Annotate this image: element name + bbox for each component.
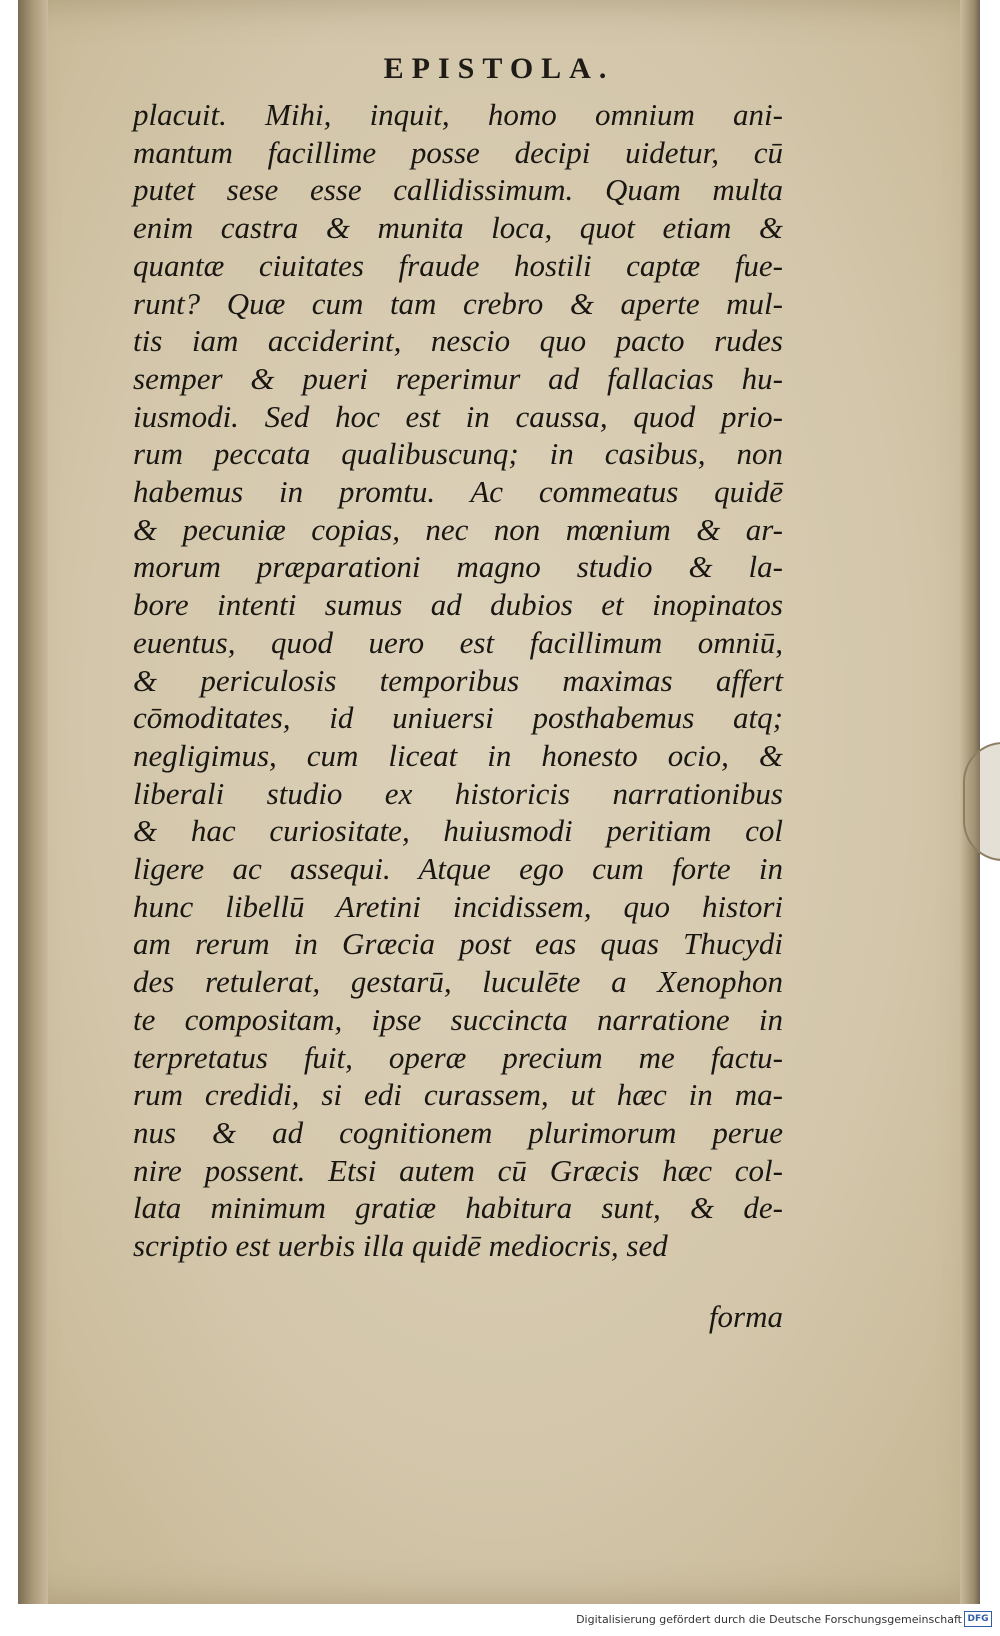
text-line: placuit. Mihi, inquit, homo omnium ani- — [133, 97, 783, 132]
text-line: nus & ad cognitionem plurimorum perue — [133, 1114, 783, 1150]
text-line: euentus, quod uero est facillimum omniū, — [133, 624, 783, 660]
text-line: am rerum in Græcia post eas quas Thucydi — [133, 926, 783, 962]
text-block — [133, 96, 783, 1265]
text-line: putet sese esse callidissimum. Quam multa — [133, 172, 783, 208]
catchword: forma — [708, 1299, 783, 1334]
text-line: rum credidi, si edi curassem, ut hæc in ma- — [133, 1077, 783, 1113]
text-line: & hac curiositate, huiusmodi peritiam col — [133, 813, 783, 849]
text-line: iusmodi. Sed hoc est in caussa, quod prio- — [133, 398, 783, 434]
text-line: runt? Quæ cum tam crebro & aperte mul- — [133, 285, 783, 321]
text-line: te compositam, ipse succincta narratione in — [133, 1001, 783, 1037]
text-line: morum præparationi magno studio & la- — [133, 549, 783, 585]
text-line: rum peccata qualibuscunq; in casibus, non — [133, 436, 783, 472]
text-line: habemus in promtu. Ac commeatus quidē — [133, 474, 783, 510]
text-line: enim castra & munita loca, quot etiam & — [133, 210, 783, 246]
text-line: cōmoditates, id uniuersi posthabemus atq; — [133, 700, 783, 736]
text-line: quantæ ciuitates fraude hostili captæ fue- — [133, 247, 783, 283]
text-line: des retulerat, gestarū, luculēte a Xenophon — [133, 964, 783, 1000]
text-line: liberali studio ex historicis narrationibus — [133, 775, 783, 811]
text-line: bore intenti sumus ad dubios et inopinatos — [133, 587, 783, 623]
funding-credit: Digitalisierung gefördert durch die Deutsche Forschungsgemeinschaft — [576, 1613, 962, 1626]
text-line: semper & pueri reperimur ad fallacias hu- — [133, 360, 783, 396]
text-line: nire possent. Etsi autem cū Græcis hæc col- — [133, 1152, 783, 1188]
book-page — [18, 0, 980, 1604]
text-line: terpretatus fuit, operæ precium me factu- — [133, 1039, 783, 1075]
running-head: EPISTOLA. — [383, 52, 615, 85]
text-line: lata minimum gratiæ habitura sunt, & de- — [133, 1190, 783, 1226]
text-line: ligere ac assequi. Atque ego cum forte in — [133, 851, 783, 887]
text-line: & periculosis temporibus maximas affert — [133, 662, 783, 698]
text-line: mantum facillime posse decipi uidetur, cū — [133, 134, 783, 170]
footer-bar — [0, 1604, 1000, 1636]
text-line: scriptio est uerbis illa quidē mediocris, sed — [133, 1228, 668, 1264]
text-line: negligimus, cum liceat in honesto ocio, & — [133, 737, 783, 773]
text-line: & pecuniæ copias, nec non mœnium & ar- — [133, 511, 783, 547]
text-line: hunc libellū Aretini incidissem, quo histori — [133, 888, 783, 924]
text-line: tis iam acciderint, nescio quo pacto rudes — [133, 323, 783, 359]
dfg-logo-icon: DFG — [964, 1611, 992, 1627]
binding-gutter — [18, 0, 48, 1604]
